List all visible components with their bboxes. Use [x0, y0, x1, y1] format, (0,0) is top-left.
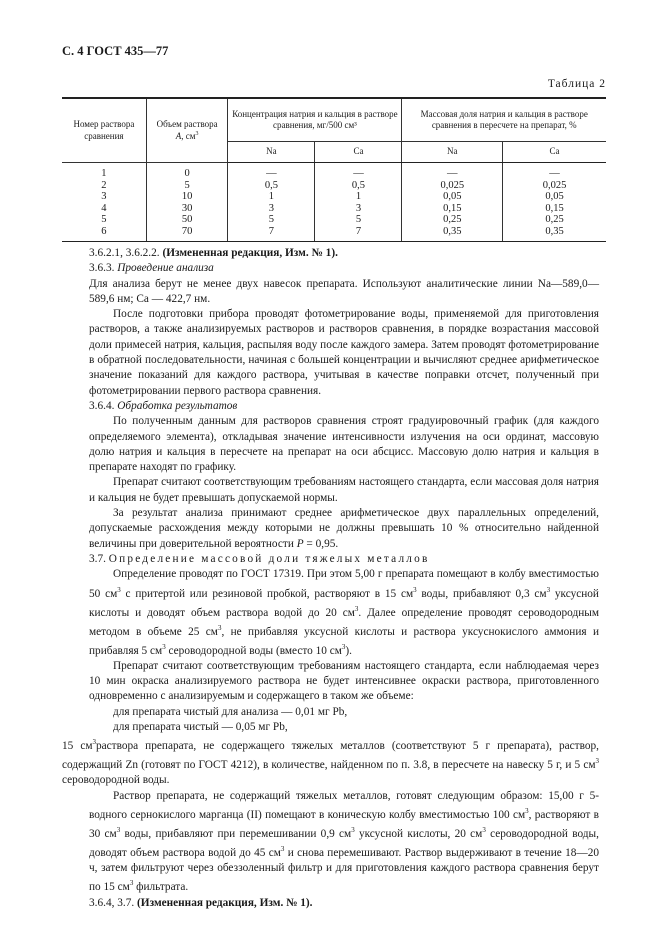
paragraph-heavy-metals-compliance: Препарат считают соответствующим требованиям настоящего стандарта, если наблюдаемая через 10 мин окраска анализируемого раствора не будет интенсивнее окраски раствора, приготовленного одновременно с анализируемым и содержащего в таком же объеме: — [89, 659, 599, 703]
table-cell: 30 — [146, 203, 228, 215]
amendment-note-2: 3.6.4, 3.7. (Измененная редакция, Изм. № 1). — [89, 896, 313, 909]
table-cell: 0,05 — [503, 191, 606, 203]
table-cell: 0,35 — [503, 226, 606, 241]
col-header-volume: Объем раствора А, $см^3$ — [146, 98, 228, 163]
table-cell: 6 — [62, 226, 146, 241]
table-row — [62, 191, 606, 203]
table-cell: 0,025 — [503, 180, 606, 192]
table-cell: — — [315, 163, 402, 180]
col-header-concentration: Концентрация натрия и кальция в растворе сравнения, мг/500 см³ — [228, 98, 402, 142]
col-header-ca-frac: Ca — [503, 142, 606, 163]
table-cell: 1 — [101, 168, 107, 179]
table-cell: 5 — [228, 214, 315, 226]
table-cell: 3 — [315, 203, 402, 215]
paragraph-analysis-lines: Для анализа берут не менее двух навесок препарата. Используют аналитические линии Na—589,0—589,6 нм; Са — 422,7 нм. — [89, 277, 599, 305]
table-cell: 50 — [146, 214, 228, 226]
table-row — [62, 180, 606, 192]
table-cell: — — [503, 163, 606, 180]
section-3-7-heading: 3.7. Определение массовой доли тяжелых металлов — [89, 552, 430, 565]
col-header-na-conc: Na — [228, 142, 315, 163]
paragraph-metal-free-solution: Раствор препарата, не содержащий тяжелых металлов, готовят следующим образом: 15,00 г 5-водного сернокислого марганца (II) помещают в коническую колбу вместимостью 100 $см^3$, растворяют в 30 $см^3$ воды, прибавляют при перемешивании 0,9 $см^3$ уксусной кислоты, 20 $см^3$ сероводородной воды, доводят объем раствора водой до 45 $см^3$ и снова перемешивают. Раствор выдерживают в течение 18—20 ч, затем фильтруют через обеззоленный фильтр и для приготовления каждого раствора сравнения берут по 15 $см^3$ фильтрата. — [89, 789, 599, 894]
table-row — [62, 163, 606, 180]
paragraph-photometry: После подготовки прибора проводят фотометрирование воды, применяемой для приготовления растворов, а также анализируемых растворов и растворов сравнения, в порядке возрастания массовой доли примесей натрия, кальция, распыляя воду после каждого замера. Затем проводят фотометрирование в обратной последовательности, начиная с большей концентрации и вычисляют среднее арифметическое значение показаний для каждого раствора, учитывая в качестве поправки отсчет, полученный при фотометрировании первого раствора сравнения. — [89, 308, 599, 397]
table-cell: 7 — [315, 226, 402, 241]
paragraph-solution-contents: 15 $см^3раствора$ препарата, не содержащего тяжелых металлов (соответствуют 5 г препарата), раствор, содержащий Zn (готовят по ГОСТ 4212), в количестве, найденном по п. 3.8, в пересчете на навеску 5 г, и 5 $см^3$ сероводородной воды. — [62, 738, 599, 787]
table-cell: 1 — [315, 191, 402, 203]
table-cell: 5 — [315, 214, 402, 226]
table-cell: 5 — [146, 180, 228, 192]
list-item-pure-grade: для препарата чистый — 0,05 мг Pb, — [113, 720, 288, 733]
table-cell: 0,5 — [228, 180, 315, 192]
section-3-6-4-heading: 3.6.4. Обработка результатов — [89, 399, 238, 412]
table-cell: 0,05 — [402, 191, 503, 203]
table-cell: 0,25 — [402, 214, 503, 226]
table-caption: Таблица 2 — [547, 78, 606, 90]
table-cell: 0 — [146, 163, 228, 180]
paragraph-compliance: Препарат считают соответствующим требованиям настоящего стандарта, если массовая доля натрия и кальция не будет превышать допускаемой нормы. — [89, 476, 599, 504]
table-cell: 5 — [101, 214, 107, 226]
table-cell: — — [228, 163, 315, 180]
table-cell: 2 — [101, 179, 107, 191]
table-cell: 0,025 — [402, 180, 503, 192]
table-cell: — — [402, 163, 503, 180]
page-header: С. 4 ГОСТ 435—77 — [62, 44, 169, 58]
table-cell: 3 — [101, 191, 107, 203]
section-3-6-3-heading: 3.6.3. Проведение анализа — [89, 262, 214, 275]
col-header-mass-fraction: Массовая доля натрия и кальция в растворе сравнения в пересчете на препарат, % — [402, 98, 606, 142]
list-item-analytical-grade: для препарата чистый для анализа — 0,01 мг Pb, — [113, 705, 348, 718]
table-cell: 0,35 — [402, 226, 503, 241]
col-header-na-frac: Na — [402, 142, 503, 163]
document-body — [62, 246, 600, 911]
col-header-solution-number: Номер раствора сравнения — [62, 98, 146, 163]
table-cell: 3 — [228, 203, 315, 215]
amendment-note-1: 3.6.2.1, 3.6.2.2. (Измененная редакция, Изм. № 1). — [89, 247, 338, 259]
table-cell: 10 — [146, 191, 228, 203]
table-cell: 0,25 — [503, 214, 606, 226]
table-cell: 0,15 — [402, 203, 503, 215]
reference-solutions-table — [62, 97, 606, 242]
table-row — [62, 214, 606, 226]
col-header-ca-conc: Ca — [315, 142, 402, 163]
paragraph-result: За результат анализа принимают среднее арифметическое двух параллельных определений, допускаемые расхождения между которыми не должны превышать 10 % относительно найденной величины при доверительной вероятности Р = 0,95. — [89, 507, 599, 550]
table-cell: 4 — [101, 202, 107, 214]
table-cell: 0,15 — [503, 203, 606, 215]
table-row — [62, 203, 606, 215]
table-cell: 7 — [228, 226, 315, 241]
table-row — [62, 226, 606, 241]
table-cell: 1 — [228, 191, 315, 203]
table-cell: 0,5 — [315, 180, 402, 192]
paragraph-heavy-metals-method: Определение проводят по ГОСТ 17319. При этом 5,00 г препарата помещают в колбу вместимостью 50 $см^3$ с притертой или резиновой пробкой, растворяют в 15 $см^3$ воды, прибавляют 0,3 $см^3$ уксусной кислоты и доводят объем раствора водой до 20 $см^3$. Далее определение проводят сероводородным методом в объеме 25 $см^3$, не прибавляя уксусной кислоты и раствора уксуснокислого аммония и прибавляя 5 $см^3$ сероводородной воды (вместо 10 $см^3$). — [89, 568, 600, 657]
paragraph-calibration-graph: По полученным данным для растворов сравнения строят градуировочный график (для каждого определяемого элемента), откладывая значение интенсивности излучения на оси ординат, массовую долю натрия и кальция в пересчете на препарат на оси абсцисс. Массовую долю натрия и кальция в препарате находят по графику. — [89, 415, 599, 474]
table-cell: 70 — [146, 226, 228, 241]
